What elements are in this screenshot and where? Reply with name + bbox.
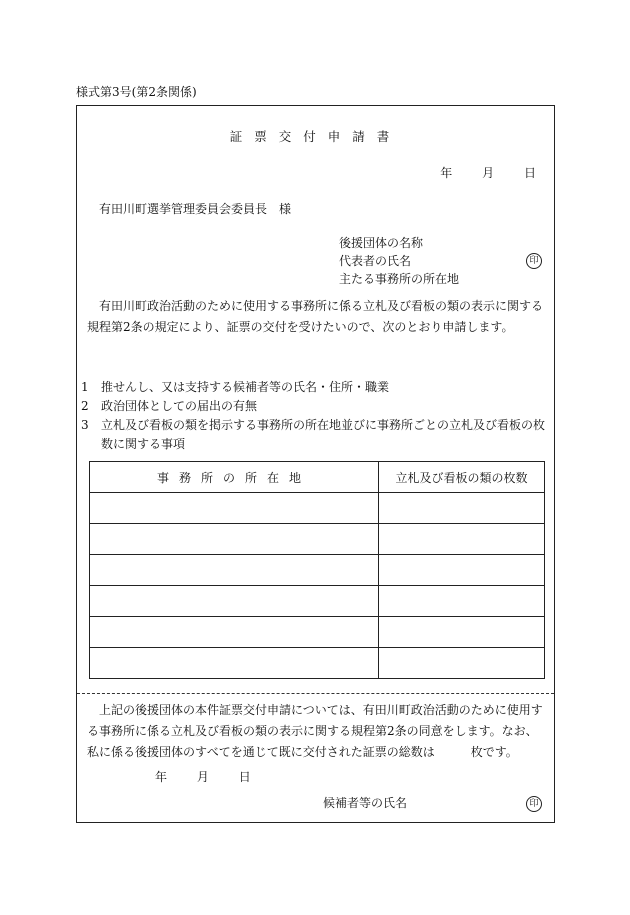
table-row xyxy=(90,524,545,555)
cell-location[interactable] xyxy=(90,586,379,617)
cell-location[interactable] xyxy=(90,555,379,586)
table-row xyxy=(90,555,545,586)
cell-count[interactable] xyxy=(379,555,545,586)
seal-mark-icon: 印 xyxy=(526,253,542,269)
cell-count[interactable] xyxy=(379,648,545,679)
cell-location[interactable] xyxy=(90,493,379,524)
cell-count[interactable] xyxy=(379,493,545,524)
cell-count[interactable] xyxy=(379,617,545,648)
group-name-label: 後援団体の名称 xyxy=(339,236,424,250)
date-bottom-month: 月 xyxy=(196,770,209,784)
representative-label: 代表者の氏名 xyxy=(339,254,412,268)
date-bottom xyxy=(155,768,277,786)
candidate-name-label: 候補者等の氏名 xyxy=(323,796,408,810)
office-label: 主たる事務所の所在地 xyxy=(339,272,460,286)
header-office-location: 事務所の所在地 xyxy=(90,462,379,493)
addressee: 有田川町選挙管理委員会委員長 様 xyxy=(99,202,292,216)
cell-location[interactable] xyxy=(90,648,379,679)
table-row xyxy=(90,617,545,648)
table-row xyxy=(90,648,545,679)
table-row xyxy=(90,586,545,617)
table-row xyxy=(90,493,545,524)
list-item: 1 推せんし、又は支持する候補者等の氏名・住所・職業 xyxy=(81,380,390,394)
cell-location[interactable] xyxy=(90,524,379,555)
intro-paragraph: 有田川町政治活動のために使用する事務所に係る立札及び看板の類の表示に関する規程第2条の規定により、証票の交付を受けたいので、次のとおり申請します。 xyxy=(87,299,544,334)
date-top-month: 月 xyxy=(482,166,495,180)
header-sign-count: 立札及び看板の類の枚数 xyxy=(379,462,545,493)
table-header-row xyxy=(90,462,545,493)
date-top-day: 日 xyxy=(523,166,536,180)
cell-count[interactable] xyxy=(379,586,545,617)
office-table xyxy=(89,461,545,679)
list-item: 2 政治団体としての届出の有無 xyxy=(81,399,258,413)
date-top xyxy=(414,164,536,182)
form-title: 証票交付申請書 xyxy=(229,129,402,144)
date-top-year: 年 xyxy=(440,166,453,180)
items-list xyxy=(81,378,551,454)
form-number-label: 様式第3号(第2条関係) xyxy=(76,85,197,99)
applicant-block xyxy=(339,234,459,288)
date-bottom-year: 年 xyxy=(155,770,168,784)
date-bottom-day: 日 xyxy=(238,770,251,784)
cell-count[interactable] xyxy=(379,524,545,555)
dashed-divider xyxy=(77,693,554,694)
consent-paragraph: 上記の後援団体の本件証票交付申請については、有田川町政治活動のために使用する事務所に係る立札及び看板の類の表示に関する規程第2条の同意をします。なお、私に係る後援団体のすべてを通じて既に交付された証票の総数は 枚です。 xyxy=(87,703,543,759)
cell-location[interactable] xyxy=(90,617,379,648)
list-item: 3 立札及び看板の類を掲示する事務所の所在地並びに事務所ごとの立札及び看板の枚数に関する事項 xyxy=(81,418,546,451)
seal-mark-icon: 印 xyxy=(526,796,542,812)
form-frame xyxy=(76,105,555,823)
